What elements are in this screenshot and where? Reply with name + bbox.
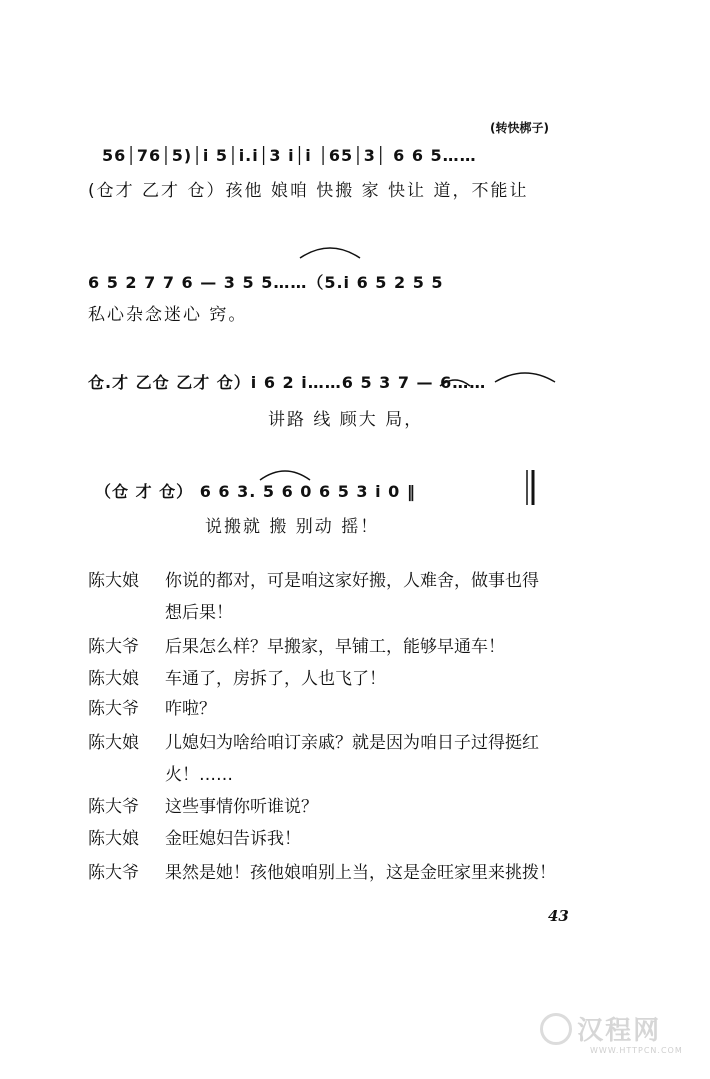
lyric-row-1: (仓才 乙才 仓）孩他 娘咱 快搬 家 快让 道，不能让 [88,181,529,201]
watermark [540,1010,661,1047]
speaker-label: 陈大娘 [88,571,139,591]
speaker-label: 陈大爷 [88,637,139,657]
speaker-label: 陈大娘 [88,829,139,849]
notation-row-1: 56│76│5)│i 5│i.i│3 i│i │65│3│ 6 6 5…… [102,146,477,165]
lyric-row-4: 说搬就 搬 别动 摇！ [205,517,380,537]
dialogue-line: 金旺媳妇告诉我！ [165,829,301,849]
speaker-label: 陈大娘 [88,733,139,753]
dialogue-line: 果然是她！孩他娘咱别上当，这是金旺家里来挑拨！ [165,863,556,883]
dialogue-line: 车通了，房拆了，人也飞了！ [165,669,386,689]
notation-row-3: 仓.才 乙仓 乙才 仓）i 6 2 i……6 5 3 7 — 6…… [88,373,487,392]
lyric-row-2: 私心杂念迷心 窍。 [88,305,248,325]
speaker-label: 陈大爷 [88,699,139,719]
page-number: 43 [548,907,569,925]
tempo-mark: (转快梆子) [490,121,549,135]
watermark-logo-icon [540,1013,572,1045]
notation-row-4: （仓 才 仓） 6 6 3. 5 6 0 6 5 3 i 0 ‖ [95,482,416,501]
watermark-url: WWW.HTTPCN.COM [590,1046,683,1055]
lyric-row-3: 讲路 线 顾大 局， [268,410,424,430]
dialogue-line: 后果怎么样？早搬家，早铺工，能够早通车！ [165,637,505,657]
watermark-text: 汉程网 [577,1016,662,1046]
dialogue-line: 这些事情你听谁说？ [165,797,318,817]
speaker-label: 陈大娘 [88,669,139,689]
dialogue-line: 儿媳妇为啥给咱订亲戚？就是因为咱日子过得挺红 [165,733,539,753]
speaker-label: 陈大爷 [88,797,139,817]
dialogue-line: 咋啦？ [165,699,216,719]
speaker-label: 陈大爷 [88,863,139,883]
dialogue-line: 想后果！ [165,603,233,623]
dialogue-line: 火！…… [165,765,233,785]
notation-row-2: 6 5 2 7 7 6 — 3 5 5……（5.i 6 5 2 5 5 [88,273,444,292]
dialogue-line: 你说的都对，可是咱这家好搬，人难舍，做事也得 [165,571,539,591]
